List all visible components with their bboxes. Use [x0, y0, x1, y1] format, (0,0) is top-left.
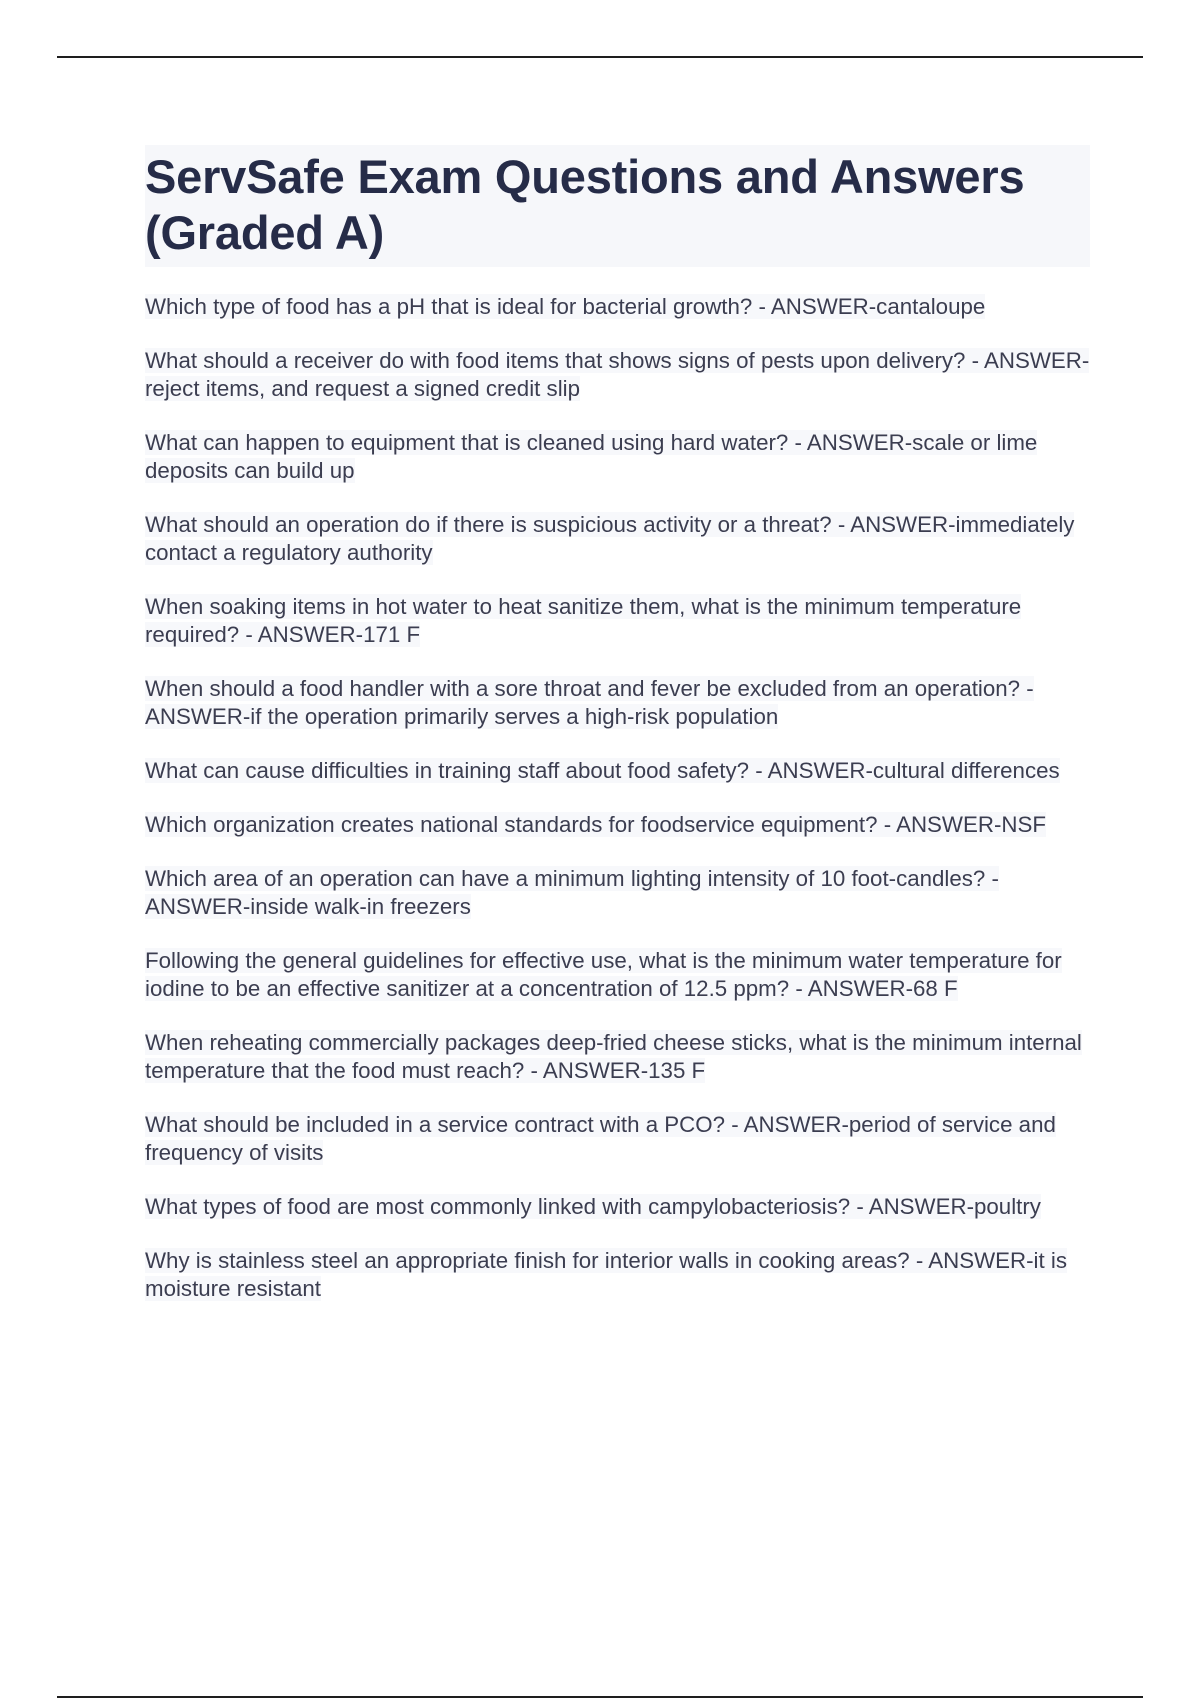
qa-item — [145, 947, 1090, 1003]
qa-item — [145, 1193, 1090, 1221]
qa-item — [145, 429, 1090, 485]
qa-text: Which area of an operation can have a minimum lighting intensity of 10 foot-candles? - ANSWER-inside walk-in freezers — [145, 866, 999, 919]
qa-text: What should an operation do if there is suspicious activity or a threat? - ANSWER-immediately contact a regulatory authority — [145, 512, 1075, 565]
qa-text: What types of food are most commonly linked with campylobacteriosis? - ANSWER-poultry — [145, 1194, 1041, 1219]
qa-text: Which organization creates national standards for foodservice equipment? - ANSWER-NSF — [145, 812, 1046, 837]
qa-item — [145, 593, 1090, 649]
qa-list — [145, 293, 1090, 1303]
qa-item — [145, 347, 1090, 403]
qa-text: What should be included in a service contract with a PCO? - ANSWER-period of service and frequency of visits — [145, 1112, 1056, 1165]
qa-text: When should a food handler with a sore throat and fever be excluded from an operation? - ANSWER-if the operation primarily serves a high-risk population — [145, 676, 1034, 729]
qa-text: When reheating commercially packages deep-fried cheese sticks, what is the minimum internal temperature that the food must reach? - ANSWER-135 F — [145, 1030, 1082, 1083]
qa-item — [145, 511, 1090, 567]
header-rule — [57, 56, 1143, 58]
qa-text: Following the general guidelines for effective use, what is the minimum water temperature for iodine to be an effective sanitizer at a concentration of 12.5 ppm? - ANSWER-68 F — [145, 948, 1062, 1001]
qa-item — [145, 675, 1090, 731]
qa-text: What can happen to equipment that is cleaned using hard water? - ANSWER-scale or lime deposits can build up — [145, 430, 1038, 483]
qa-text: Why is stainless steel an appropriate finish for interior walls in cooking areas? - ANSWER-it is moisture resistant — [145, 1248, 1067, 1301]
qa-text: When soaking items in hot water to heat sanitize them, what is the minimum temperature required? - ANSWER-171 F — [145, 594, 1022, 647]
qa-item — [145, 1111, 1090, 1167]
qa-text: What should a receiver do with food items that shows signs of pests upon delivery? - ANSWER-reject items, and request a signed credit slip — [145, 348, 1090, 401]
qa-item — [145, 757, 1090, 785]
document-title: ServSafe Exam Questions and Answers (Graded A) — [145, 145, 1090, 267]
qa-item — [145, 1247, 1090, 1303]
qa-item — [145, 811, 1090, 839]
footer-rule — [57, 1696, 1143, 1698]
document-body — [145, 145, 1090, 1303]
qa-item — [145, 865, 1090, 921]
qa-text: What can cause difficulties in training staff about food safety? - ANSWER-cultural differences — [145, 758, 1060, 783]
qa-item — [145, 293, 1090, 321]
qa-item — [145, 1029, 1090, 1085]
qa-text: Which type of food has a pH that is ideal for bacterial growth? - ANSWER-cantaloupe — [145, 294, 986, 319]
